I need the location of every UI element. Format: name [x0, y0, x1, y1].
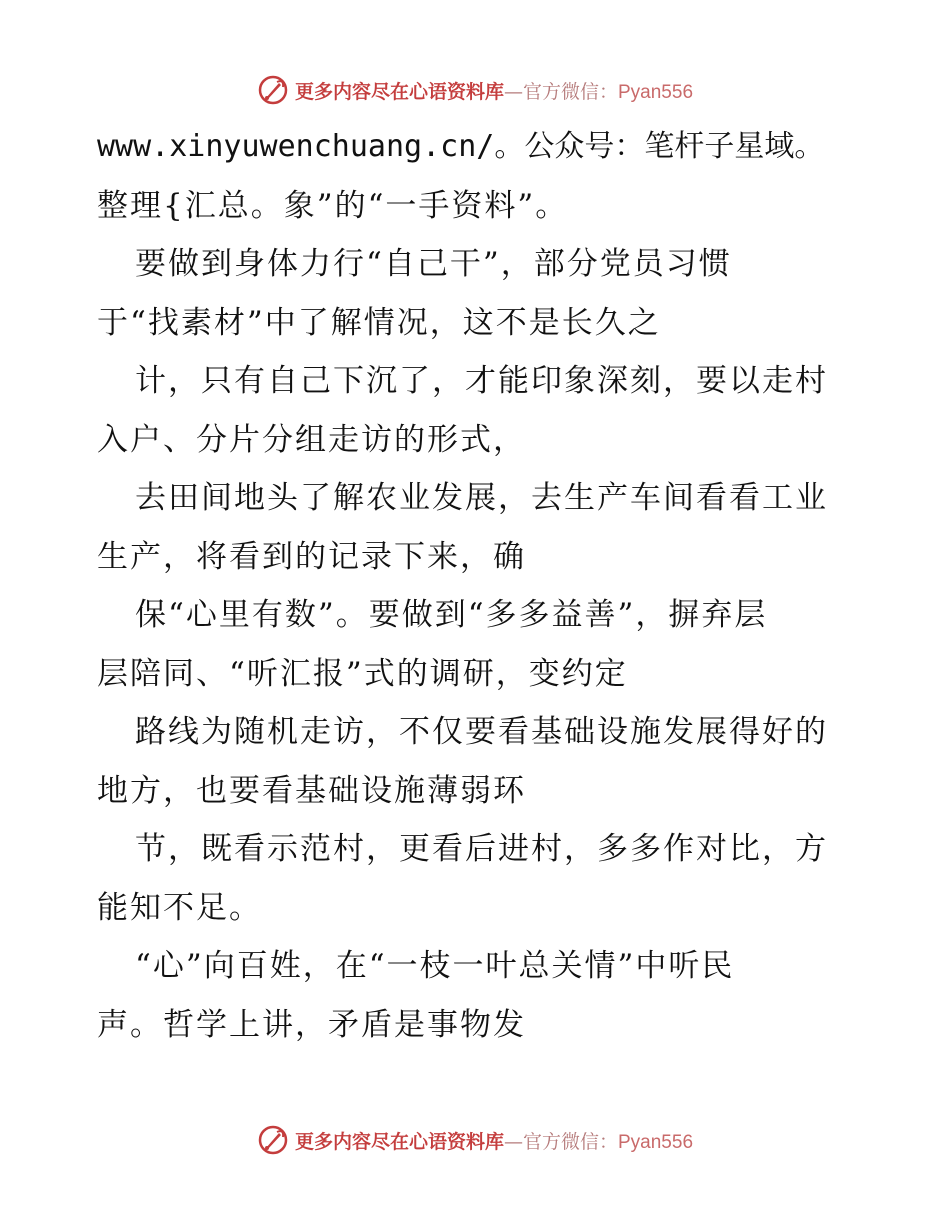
text-line: 节，既看示范村，更看后进村，多多作对比，方	[135, 831, 828, 867]
footer-separator-text: —官方微信：	[503, 1130, 618, 1153]
header-banner-text	[295, 77, 693, 104]
text-line: 声。哲学上讲，矛盾是事物发	[97, 1006, 526, 1043]
header-banner	[0, 70, 950, 110]
text-line: 计，只有自己下沉了，才能印象深刻，要以走村	[135, 363, 828, 399]
text-line: “心”向百姓，在“一枝一叶总关情”中听民	[135, 948, 735, 984]
text-line: 路线为随机走访，不仅要看基础设施发展得好的	[135, 714, 828, 750]
quill-logo-icon	[257, 1124, 289, 1156]
text-line: 要做到身体力行“自己干”，部分党员习惯	[135, 246, 732, 282]
text-line: 能知不足。	[97, 889, 262, 926]
text-line: 整理{汇总。象”的“一手资料”。	[97, 187, 569, 224]
text-line: 层陪同、“听汇报”式的调研，变约定	[97, 655, 628, 692]
header-banner-content	[257, 74, 693, 106]
text-line: 保“心里有数”。要做到“多多益善”，摒弃层	[135, 597, 768, 633]
text-line: 去田间地头了解农业发展，去生产车间看看工业	[135, 480, 828, 516]
footer-wechat-id: Pyan556	[618, 1131, 694, 1153]
footer-banner-text	[295, 1127, 693, 1154]
footer-banner-content	[257, 1124, 693, 1156]
text-line: 于“找素材”中了解情况，这不是长久之	[97, 304, 661, 341]
header-separator-text: —官方微信：	[503, 80, 618, 103]
header-wechat-id: Pyan556	[618, 81, 694, 103]
document-body	[97, 118, 857, 1054]
quill-logo-icon	[257, 74, 289, 106]
header-highlight-text: 更多内容尽在心语资料库	[294, 80, 504, 103]
footer-banner	[0, 1120, 950, 1160]
text-line: 入户、分片分组走访的形式，	[97, 421, 526, 458]
footer-highlight-text: 更多内容尽在心语资料库	[294, 1130, 504, 1153]
text-line: 生产，将看到的记录下来，确	[97, 538, 526, 575]
text-line: www.xinyuwenchuang.cn/。公众号：笔杆子星域。	[97, 129, 825, 164]
text-line: 地方，也要看基础设施薄弱环	[97, 772, 526, 809]
